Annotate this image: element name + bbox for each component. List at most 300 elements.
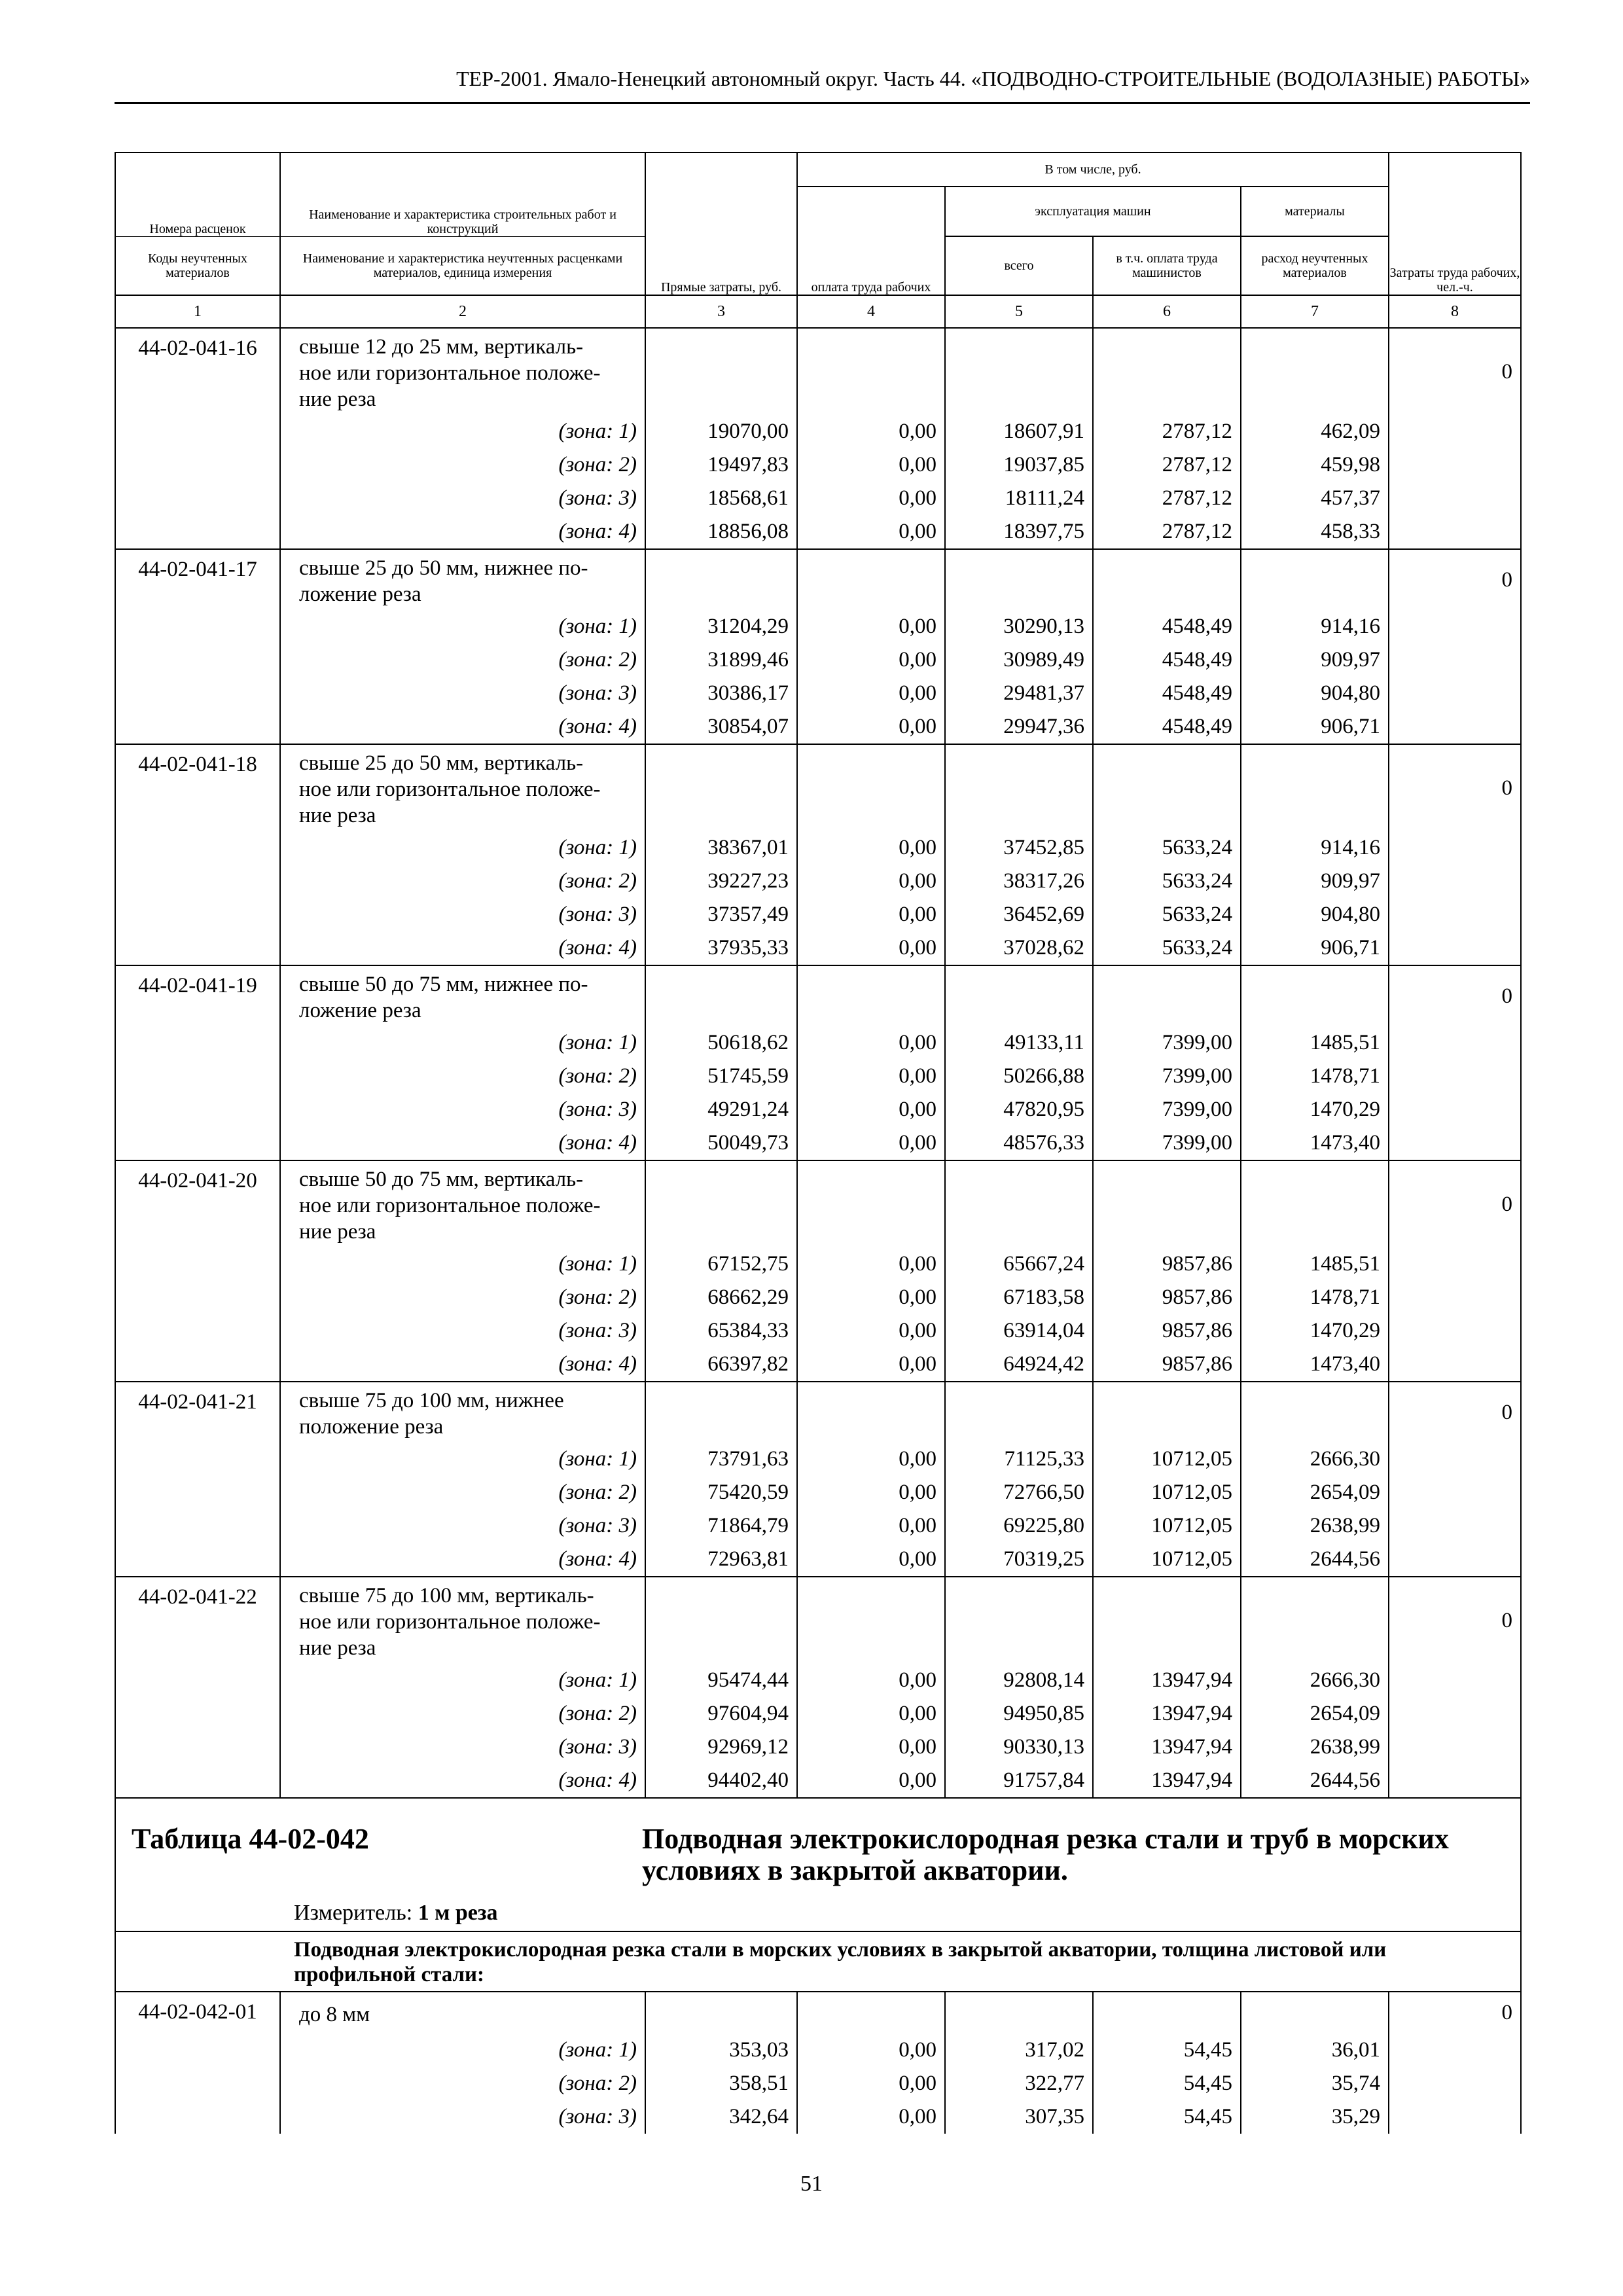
labor-cost: 0: [1389, 744, 1521, 831]
work-name-line: ное или горизонтальное положе-: [299, 1194, 601, 1217]
empty-cell: [945, 328, 1093, 415]
empty-cell: [1241, 1992, 1389, 2034]
work-name: [280, 549, 645, 610]
machinists-pay: 4548,49: [1093, 710, 1241, 744]
zone-row: [115, 515, 1521, 549]
workers-pay: 0,00: [797, 515, 945, 549]
empty-cell: [1389, 415, 1521, 448]
machinists-pay: 5633,24: [1093, 865, 1241, 898]
work-name-line: до 8 мм: [299, 2002, 370, 2026]
header-material-codes: Коды неучтенных материалов: [115, 236, 280, 295]
empty-cell: [1389, 1126, 1521, 1160]
price-table: [115, 152, 1522, 2134]
zone-row: [115, 1060, 1521, 1093]
empty-cell: [1093, 1992, 1241, 2034]
zone-label: (зона: 3): [280, 1314, 645, 1348]
empty-cell: [1389, 643, 1521, 677]
empty-cell: [945, 1992, 1093, 2034]
zone-label: (зона: 2): [280, 1060, 645, 1093]
zone-row: [115, 1126, 1521, 1160]
zone-label: (зона: 3): [280, 2100, 645, 2134]
empty-cell: [945, 1382, 1093, 1443]
zone-label: (зона: 2): [280, 1697, 645, 1731]
machinists-pay: 2787,12: [1093, 448, 1241, 482]
machinists-pay: 5633,24: [1093, 898, 1241, 931]
machines-total: 71125,33: [945, 1443, 1093, 1476]
direct-cost: 95474,44: [645, 1664, 797, 1697]
empty-cell: [1389, 1348, 1521, 1382]
machinists-pay: 9857,86: [1093, 1348, 1241, 1382]
workers-pay: 0,00: [797, 831, 945, 865]
machines-total: 94950,85: [945, 1697, 1093, 1731]
machines-total: 29481,37: [945, 677, 1093, 710]
direct-cost: 30854,07: [645, 710, 797, 744]
machines-total: 29947,36: [945, 710, 1093, 744]
direct-cost: 66397,82: [645, 1348, 797, 1382]
machines-total: 37028,62: [945, 931, 1093, 965]
direct-cost: 353,03: [645, 2034, 797, 2067]
machinists-pay: 54,45: [1093, 2100, 1241, 2134]
rate-code: 44-02-042-01: [115, 1992, 280, 2134]
empty-cell: [1389, 1281, 1521, 1314]
header-machines-total: всего: [945, 236, 1093, 295]
machinists-pay: 13947,94: [1093, 1664, 1241, 1697]
work-name: [280, 965, 645, 1026]
direct-cost: 31899,46: [645, 643, 797, 677]
workers-pay: 0,00: [797, 1026, 945, 1060]
table-042-heading: [115, 1798, 1521, 1931]
empty-cell: [1389, 1664, 1521, 1697]
zone-label: (зона: 1): [280, 2034, 645, 2067]
machinists-pay: 4548,49: [1093, 610, 1241, 643]
work-name-line: ние реза: [299, 387, 376, 411]
zone-row: [115, 1731, 1521, 1764]
zone-row: [115, 1476, 1521, 1509]
empty-cell: [645, 549, 797, 610]
zone-row: [115, 677, 1521, 710]
header-work-name: Наименование и характеристика строительных работ и конструкций: [280, 152, 645, 236]
empty-cell: [645, 1577, 797, 1664]
running-title: ТЕР-2001. Ямало-Ненецкий автономный округ. Часть 44. «ПОДВОДНО-СТРОИТЕЛЬНЫЕ (ВОДОЛАЗНЫЕ) РАБОТЫ»: [456, 67, 1530, 90]
labor-cost: 0: [1389, 1382, 1521, 1443]
zone-row: [115, 2067, 1521, 2100]
direct-cost: 39227,23: [645, 865, 797, 898]
empty-cell: [1389, 2034, 1521, 2067]
work-name-line: свыше 25 до 50 мм, вертикаль-: [299, 751, 584, 775]
machines-total: 19037,85: [945, 448, 1093, 482]
workers-pay: 0,00: [797, 1543, 945, 1577]
materials-cost: 458,33: [1241, 515, 1389, 549]
direct-cost: 49291,24: [645, 1093, 797, 1126]
empty-cell: [945, 1577, 1093, 1664]
direct-cost: 94402,40: [645, 1764, 797, 1798]
materials-cost: 1473,40: [1241, 1348, 1389, 1382]
workers-pay: 0,00: [797, 1314, 945, 1348]
materials-cost: 459,98: [1241, 448, 1389, 482]
empty-cell: [1389, 515, 1521, 549]
machines-total: 91757,84: [945, 1764, 1093, 1798]
empty-cell: [1389, 1314, 1521, 1348]
empty-cell: [797, 1382, 945, 1443]
zone-label: (зона: 1): [280, 831, 645, 865]
workers-pay: 0,00: [797, 2067, 945, 2100]
materials-cost: 2666,30: [1241, 1664, 1389, 1697]
empty-cell: [1389, 1026, 1521, 1060]
work-name-line: ние реза: [299, 1636, 376, 1660]
labor-cost: 0: [1389, 1577, 1521, 1664]
labor-cost: 0: [1389, 549, 1521, 610]
machines-total: 70319,25: [945, 1543, 1093, 1577]
empty-cell: [1389, 2067, 1521, 2100]
zone-row: [115, 1093, 1521, 1126]
work-name-line: ное или горизонтальное положе-: [299, 1610, 601, 1634]
machines-total: 90330,13: [945, 1731, 1093, 1764]
machinists-pay: 7399,00: [1093, 1126, 1241, 1160]
workers-pay: 0,00: [797, 1060, 945, 1093]
machines-total: 37452,85: [945, 831, 1093, 865]
workers-pay: 0,00: [797, 610, 945, 643]
work-name-line: ние реза: [299, 804, 376, 827]
zone-label: (зона: 1): [280, 1247, 645, 1281]
rate-code: 44-02-041-18: [115, 744, 280, 965]
header-labor-costs: Затраты труда рабочих, чел.-ч.: [1389, 152, 1521, 295]
materials-cost: 2654,09: [1241, 1697, 1389, 1731]
materials-cost: 909,97: [1241, 865, 1389, 898]
machinists-pay: 2787,12: [1093, 415, 1241, 448]
meter-label: Измеритель:: [294, 1901, 413, 1925]
zone-row: [115, 865, 1521, 898]
materials-cost: 1473,40: [1241, 1126, 1389, 1160]
machinists-pay: 54,45: [1093, 2034, 1241, 2067]
rate-entry: [115, 328, 1521, 415]
rate-entry: [115, 965, 1521, 1026]
machinists-pay: 13947,94: [1093, 1764, 1241, 1798]
empty-cell: [645, 1382, 797, 1443]
workers-pay: 0,00: [797, 1348, 945, 1382]
machines-total: 30989,49: [945, 643, 1093, 677]
zone-row: [115, 1281, 1521, 1314]
empty-cell: [645, 328, 797, 415]
direct-cost: 51745,59: [645, 1060, 797, 1093]
machines-total: 49133,11: [945, 1026, 1093, 1060]
zone-row: [115, 643, 1521, 677]
machines-total: 50266,88: [945, 1060, 1093, 1093]
header-machines: эксплуатация машин: [945, 187, 1241, 236]
zone-row: [115, 898, 1521, 931]
empty-cell: [1241, 1577, 1389, 1664]
zone-label: (зона: 2): [280, 448, 645, 482]
materials-cost: 906,71: [1241, 931, 1389, 965]
empty-cell: [945, 549, 1093, 610]
machines-total: 65667,24: [945, 1247, 1093, 1281]
zone-label: (зона: 3): [280, 898, 645, 931]
work-name-line: ложение реза: [299, 999, 421, 1022]
work-name-line: свыше 75 до 100 мм, вертикаль-: [299, 1584, 594, 1607]
work-name-line: свыше 50 до 75 мм, нижнее по-: [299, 973, 588, 996]
table-042-title: Подводная электрокислородная резка стали и труб в морских условиях в закрытой акватории.: [642, 1823, 1449, 1886]
machinists-pay: 5633,24: [1093, 931, 1241, 965]
machines-total: 64924,42: [945, 1348, 1093, 1382]
empty-cell: [1389, 1731, 1521, 1764]
work-name: [280, 1382, 645, 1443]
empty-cell: [1389, 1543, 1521, 1577]
empty-cell: [1241, 328, 1389, 415]
workers-pay: 0,00: [797, 643, 945, 677]
labor-cost: 0: [1389, 1160, 1521, 1247]
zone-row: [115, 710, 1521, 744]
zone-row: [115, 610, 1521, 643]
machinists-pay: 10712,05: [1093, 1443, 1241, 1476]
rate-entry: [115, 1992, 1521, 2034]
zone-label: (зона: 2): [280, 1476, 645, 1509]
zone-label: (зона: 4): [280, 1126, 645, 1160]
work-name: [280, 328, 645, 415]
labor-cost: 0: [1389, 328, 1521, 415]
rate-code: 44-02-041-16: [115, 328, 280, 549]
empty-cell: [797, 1992, 945, 2034]
zone-label: (зона: 2): [280, 1281, 645, 1314]
direct-cost: 97604,94: [645, 1697, 797, 1731]
materials-cost: 2638,99: [1241, 1509, 1389, 1543]
empty-cell: [797, 744, 945, 831]
machines-total: 307,35: [945, 2100, 1093, 2134]
machines-total: 18397,75: [945, 515, 1093, 549]
rate-code: 44-02-041-17: [115, 549, 280, 744]
zone-label: (зона: 2): [280, 2067, 645, 2100]
empty-cell: [945, 1160, 1093, 1247]
empty-cell: [1389, 1764, 1521, 1798]
machinists-pay: 13947,94: [1093, 1731, 1241, 1764]
column-number: 2: [280, 295, 645, 328]
work-name-line: ложение реза: [299, 583, 421, 606]
empty-cell: [1241, 1382, 1389, 1443]
direct-cost: 37357,49: [645, 898, 797, 931]
table-042-section: Подводная электрокислородная резка стали в морских условиях в закрытой акватории, толщина листовой или профильной стали:: [115, 1931, 1521, 1992]
work-name: [280, 744, 645, 831]
empty-cell: [1389, 1697, 1521, 1731]
header-material-consumption: расход неучтенных материалов: [1241, 236, 1389, 295]
zone-label: (зона: 1): [280, 610, 645, 643]
machines-total: 18111,24: [945, 482, 1093, 515]
machinists-pay: 10712,05: [1093, 1509, 1241, 1543]
zone-row: [115, 931, 1521, 965]
direct-cost: 73791,63: [645, 1443, 797, 1476]
table-042-heading-wrap: [132, 1823, 1505, 1886]
workers-pay: 0,00: [797, 1509, 945, 1543]
empty-cell: [1241, 965, 1389, 1026]
workers-pay: 0,00: [797, 1247, 945, 1281]
materials-cost: 35,74: [1241, 2067, 1389, 2100]
materials-cost: 904,80: [1241, 898, 1389, 931]
empty-cell: [1093, 965, 1241, 1026]
work-name-line: свыше 12 до 25 мм, вертикаль-: [299, 335, 584, 359]
materials-cost: 2638,99: [1241, 1731, 1389, 1764]
column-number: 8: [1389, 295, 1521, 328]
empty-cell: [1093, 1382, 1241, 1443]
direct-cost: 75420,59: [645, 1476, 797, 1509]
empty-cell: [945, 744, 1093, 831]
zone-row: [115, 1247, 1521, 1281]
workers-pay: 0,00: [797, 2034, 945, 2067]
machinists-pay: 13947,94: [1093, 1697, 1241, 1731]
empty-cell: [645, 965, 797, 1026]
machines-total: 38317,26: [945, 865, 1093, 898]
empty-cell: [1389, 931, 1521, 965]
machines-total: 36452,69: [945, 898, 1093, 931]
workers-pay: 0,00: [797, 1443, 945, 1476]
empty-cell: [1389, 1476, 1521, 1509]
work-name-line: положение реза: [299, 1415, 444, 1439]
zone-row: [115, 1348, 1521, 1382]
empty-cell: [1389, 865, 1521, 898]
table-042-section-row: [115, 1931, 1521, 1992]
column-number: 4: [797, 295, 945, 328]
zone-row: [115, 1509, 1521, 1543]
rate-code: 44-02-041-20: [115, 1160, 280, 1382]
empty-cell: [645, 1160, 797, 1247]
machinists-pay: 2787,12: [1093, 515, 1241, 549]
work-name-line: ное или горизонтальное положе-: [299, 361, 601, 385]
direct-cost: 31204,29: [645, 610, 797, 643]
materials-cost: 909,97: [1241, 643, 1389, 677]
empty-cell: [645, 744, 797, 831]
price-table-sheet: [115, 152, 1520, 2134]
machinists-pay: 7399,00: [1093, 1060, 1241, 1093]
workers-pay: 0,00: [797, 1697, 945, 1731]
header-rate-numbers: Номера расценок: [115, 152, 280, 236]
materials-cost: 906,71: [1241, 710, 1389, 744]
workers-pay: 0,00: [797, 1764, 945, 1798]
work-name-line: свыше 25 до 50 мм, нижнее по-: [299, 556, 588, 580]
zone-label: (зона: 4): [280, 515, 645, 549]
direct-cost: 18856,08: [645, 515, 797, 549]
machinists-pay: 4548,49: [1093, 643, 1241, 677]
materials-cost: 35,29: [1241, 2100, 1389, 2134]
empty-cell: [1389, 1509, 1521, 1543]
empty-cell: [1389, 2100, 1521, 2134]
work-name-line: ное или горизонтальное положе-: [299, 778, 601, 801]
empty-cell: [1389, 831, 1521, 865]
materials-cost: 2644,56: [1241, 1764, 1389, 1798]
work-name: [280, 1992, 645, 2034]
work-name-line: свыше 75 до 100 мм, нижнее: [299, 1389, 564, 1412]
machines-total: 72766,50: [945, 1476, 1093, 1509]
materials-cost: 914,16: [1241, 831, 1389, 865]
rate-code: 44-02-041-21: [115, 1382, 280, 1577]
work-name-line: свыше 50 до 75 мм, вертикаль-: [299, 1168, 584, 1191]
zone-row: [115, 415, 1521, 448]
meter-value: 1 м реза: [418, 1901, 498, 1925]
empty-cell: [1389, 448, 1521, 482]
header-direct-costs: Прямые затраты, руб.: [645, 152, 797, 295]
direct-cost: 19497,83: [645, 448, 797, 482]
materials-cost: 462,09: [1241, 415, 1389, 448]
direct-cost: 65384,33: [645, 1314, 797, 1348]
machines-total: 317,02: [945, 2034, 1093, 2067]
page-number: 51: [800, 2172, 823, 2196]
empty-cell: [1241, 744, 1389, 831]
zone-row: [115, 1764, 1521, 1798]
workers-pay: 0,00: [797, 898, 945, 931]
machinists-pay: 54,45: [1093, 2067, 1241, 2100]
header-material-names: Наименование и характеристика неучтенных расценками материалов, единица измерения: [280, 236, 645, 295]
workers-pay: 0,00: [797, 448, 945, 482]
direct-cost: 18568,61: [645, 482, 797, 515]
direct-cost: 358,51: [645, 2067, 797, 2100]
machines-total: 69225,80: [945, 1509, 1093, 1543]
materials-cost: 2654,09: [1241, 1476, 1389, 1509]
table-042-label: Таблица 44-02-042: [132, 1823, 369, 1855]
zone-label: (зона: 1): [280, 1026, 645, 1060]
zone-row: [115, 482, 1521, 515]
materials-cost: 2666,30: [1241, 1443, 1389, 1476]
empty-cell: [797, 549, 945, 610]
column-number: 5: [945, 295, 1093, 328]
materials-cost: 1470,29: [1241, 1314, 1389, 1348]
rate-entry: [115, 1382, 1521, 1443]
machines-total: 18607,91: [945, 415, 1093, 448]
machinists-pay: 10712,05: [1093, 1476, 1241, 1509]
workers-pay: 0,00: [797, 482, 945, 515]
header-materials: материалы: [1241, 187, 1389, 236]
rate-code: 44-02-041-22: [115, 1577, 280, 1798]
workers-pay: 0,00: [797, 1093, 945, 1126]
zone-row: [115, 448, 1521, 482]
materials-cost: 1478,71: [1241, 1060, 1389, 1093]
empty-cell: [1389, 677, 1521, 710]
machines-total: 47820,95: [945, 1093, 1093, 1126]
zone-row: [115, 2034, 1521, 2067]
machinists-pay: 2787,12: [1093, 482, 1241, 515]
zone-label: (зона: 3): [280, 1509, 645, 1543]
workers-pay: 0,00: [797, 1664, 945, 1697]
machinists-pay: 9857,86: [1093, 1314, 1241, 1348]
workers-pay: 0,00: [797, 931, 945, 965]
machinists-pay: 4548,49: [1093, 677, 1241, 710]
empty-cell: [1093, 1160, 1241, 1247]
header-workers-pay: оплата труда рабочих: [797, 187, 945, 295]
table-042-heading-row: [115, 1798, 1521, 1931]
rate-entry: [115, 549, 1521, 610]
zone-row: [115, 831, 1521, 865]
materials-cost: 904,80: [1241, 677, 1389, 710]
zone-label: (зона: 1): [280, 415, 645, 448]
direct-cost: 72963,81: [645, 1543, 797, 1577]
work-name: [280, 1577, 645, 1664]
header-including: В том числе, руб.: [797, 152, 1389, 187]
work-name-line: ние реза: [299, 1220, 376, 1244]
direct-cost: 30386,17: [645, 677, 797, 710]
machinists-pay: 7399,00: [1093, 1026, 1241, 1060]
direct-cost: 342,64: [645, 2100, 797, 2134]
zone-label: (зона: 4): [280, 710, 645, 744]
direct-cost: 50618,62: [645, 1026, 797, 1060]
machinists-pay: 9857,86: [1093, 1247, 1241, 1281]
column-number: 3: [645, 295, 797, 328]
zone-label: (зона: 3): [280, 677, 645, 710]
direct-cost: 92969,12: [645, 1731, 797, 1764]
materials-cost: 36,01: [1241, 2034, 1389, 2067]
zone-label: (зона: 4): [280, 1543, 645, 1577]
zone-row: [115, 1664, 1521, 1697]
empty-cell: [1389, 1247, 1521, 1281]
direct-cost: 68662,29: [645, 1281, 797, 1314]
machines-total: 48576,33: [945, 1126, 1093, 1160]
zone-row: [115, 1314, 1521, 1348]
rate-code: 44-02-041-19: [115, 965, 280, 1160]
workers-pay: 0,00: [797, 1476, 945, 1509]
empty-cell: [1241, 549, 1389, 610]
